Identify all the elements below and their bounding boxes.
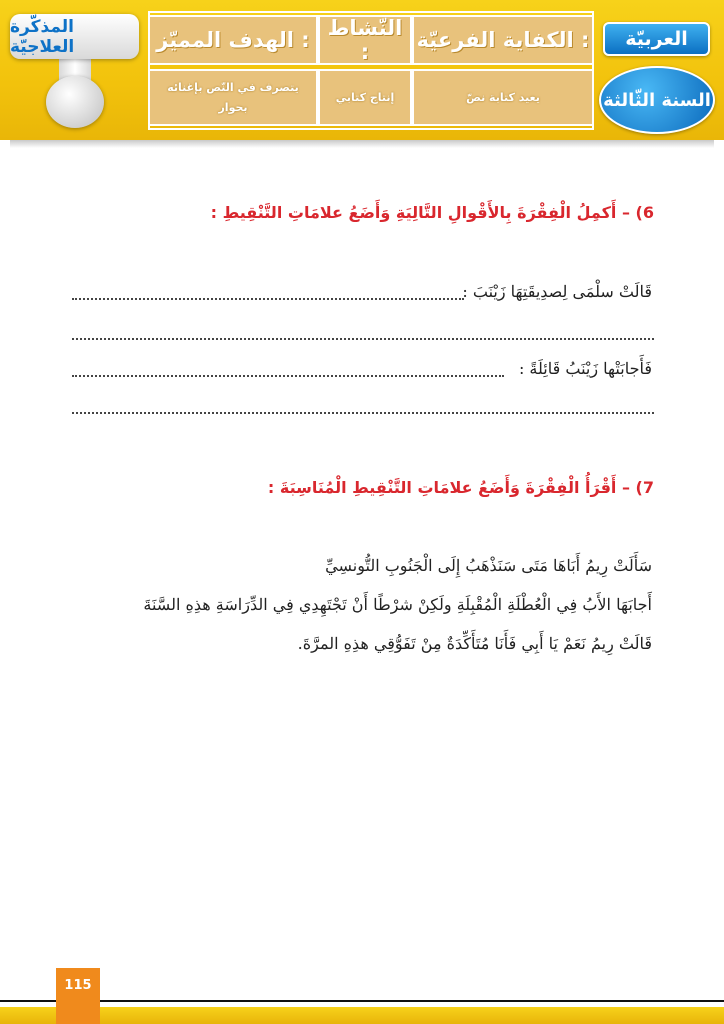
objective-label: الهدف المميّز : bbox=[148, 15, 318, 65]
header-shadow bbox=[10, 140, 714, 148]
answer-line-4[interactable] bbox=[72, 412, 654, 414]
competency-value: يعيد كتابة نصّ bbox=[412, 69, 594, 126]
footer-rule bbox=[0, 1000, 724, 1002]
activity-value: إنتاج كتابي bbox=[318, 69, 412, 126]
competency-label: الكفاية الفرعيّة : bbox=[412, 15, 594, 65]
logo-plate bbox=[10, 14, 139, 59]
objective-value: يتصرف في النّص بإغنائه بحوار bbox=[148, 69, 318, 126]
answer-line-1[interactable] bbox=[72, 298, 464, 300]
logo-title: المذكّرة العلاجيّة bbox=[10, 16, 75, 57]
exercise-7-line-3: قَالَتْ رِيمُ نَعَمْ يَا أَبِي فَأَنَا مُتَأَكِّدَةٌ مِنْ تَفَوُّقِي هذِهِ المرَّةَ. bbox=[297, 634, 652, 653]
exercise-7-line-2: أَجابَهَا الأَبُ فِي الْعُطْلَةِ الْمُقْبِلَةِ ولَكِنْ شرْطًا أَنْ تَجْتَهِدِي فِي الدِّرَاسَةِ هذِهِ السَّنَةَ bbox=[143, 595, 652, 614]
page-number-text: 115 bbox=[64, 978, 92, 993]
activity-label: النّشاط : bbox=[318, 15, 412, 65]
exercise-6-line-2: فَأَجابَتْها زَيْنَبُ قَائِلَةً : bbox=[518, 359, 652, 378]
exercise-7-title: 7) – أَقْرَأُ الْفِقْرَةَ وَأَضَعُ علامَاتِ التَّنْقِيطِ الْمُنَاسِبَةَ : bbox=[267, 478, 654, 497]
exercise-6-line-1: قَالَتْ سلْمَى لِصدِيقَتِهَا زَيْنَبَ : bbox=[462, 282, 652, 301]
year-badge: السنة الثّالثة bbox=[599, 66, 715, 134]
subject-badge: العربيّة bbox=[603, 22, 710, 56]
logo-ball bbox=[46, 76, 104, 128]
page-number bbox=[56, 968, 100, 1024]
answer-line-2[interactable] bbox=[72, 338, 654, 340]
exercise-7-line-1: سَأَلَتْ رِيمُ أَبَاهَا مَتَى سَنَذْهَبُ إِلَى الْجَنُوبِ التُّونسِيِّ bbox=[325, 556, 652, 575]
answer-line-3[interactable] bbox=[72, 375, 504, 377]
exercise-6-title: 6) – أَكمِلُ الْفِقْرَةَ بِالأَقْوالِ التَّالِيَةِ وَأَضَعُ علامَاتِ التَّنْقِيطِ : bbox=[210, 203, 654, 222]
footer-bar bbox=[0, 1007, 724, 1024]
